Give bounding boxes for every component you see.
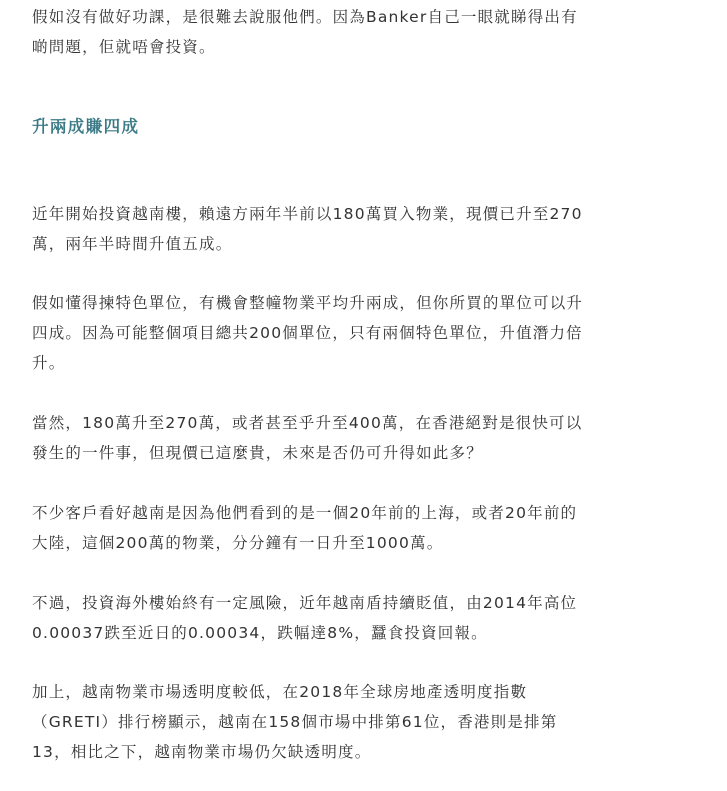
paragraph-2: 假如懂得揀特色單位，有機會整幢物業平均升兩成，但你所買的單位可以升 四成。因為可能整個項目總共200個單位，只有兩個特色單位，升值潛力倍 升。 <box>32 294 584 372</box>
paragraph-3: 當然，180萬升至270萬，或者甚至乎升至400萬，在香港絕對是很快可以 發生的一件事，但現價已這麼貴，未來是否仍可升得如此多？ <box>32 414 583 462</box>
intro-paragraph: 假如沒有做好功課，是很難去說服他們。因為Banker自己一眼就睇得出有 啲問題，佢就唔會投資。 <box>32 8 578 56</box>
paragraph-5: 不過，投資海外樓始終有一定風險，近年越南盾持續貶值，由2014年高位 0.00037跌至近日的0.00034，跌幅達8%，蠶食投資回報。 <box>32 594 578 642</box>
paragraph-4: 不少客戶看好越南是因為他們看到的是一個20年前的上海，或者20年前的 大陸，這個200萬的物業，分分鐘有一日升至1000萬。 <box>32 504 578 552</box>
paragraph-1: 近年開始投資越南樓，賴遠方兩年半前以180萬買入物業，現價已升至270 萬，兩年半時間升值五成。 <box>32 205 583 253</box>
paragraph-6: 加上，越南物業市場透明度較低，在2018年全球房地產透明度指數 （GRETI）排行榜顯示，越南在158個市場中排第61位，香港則是排第 13，相比之下，越南物業市場仍欠缺透明度。 <box>32 683 558 761</box>
section-heading: 升兩成賺四成 <box>32 117 140 136</box>
